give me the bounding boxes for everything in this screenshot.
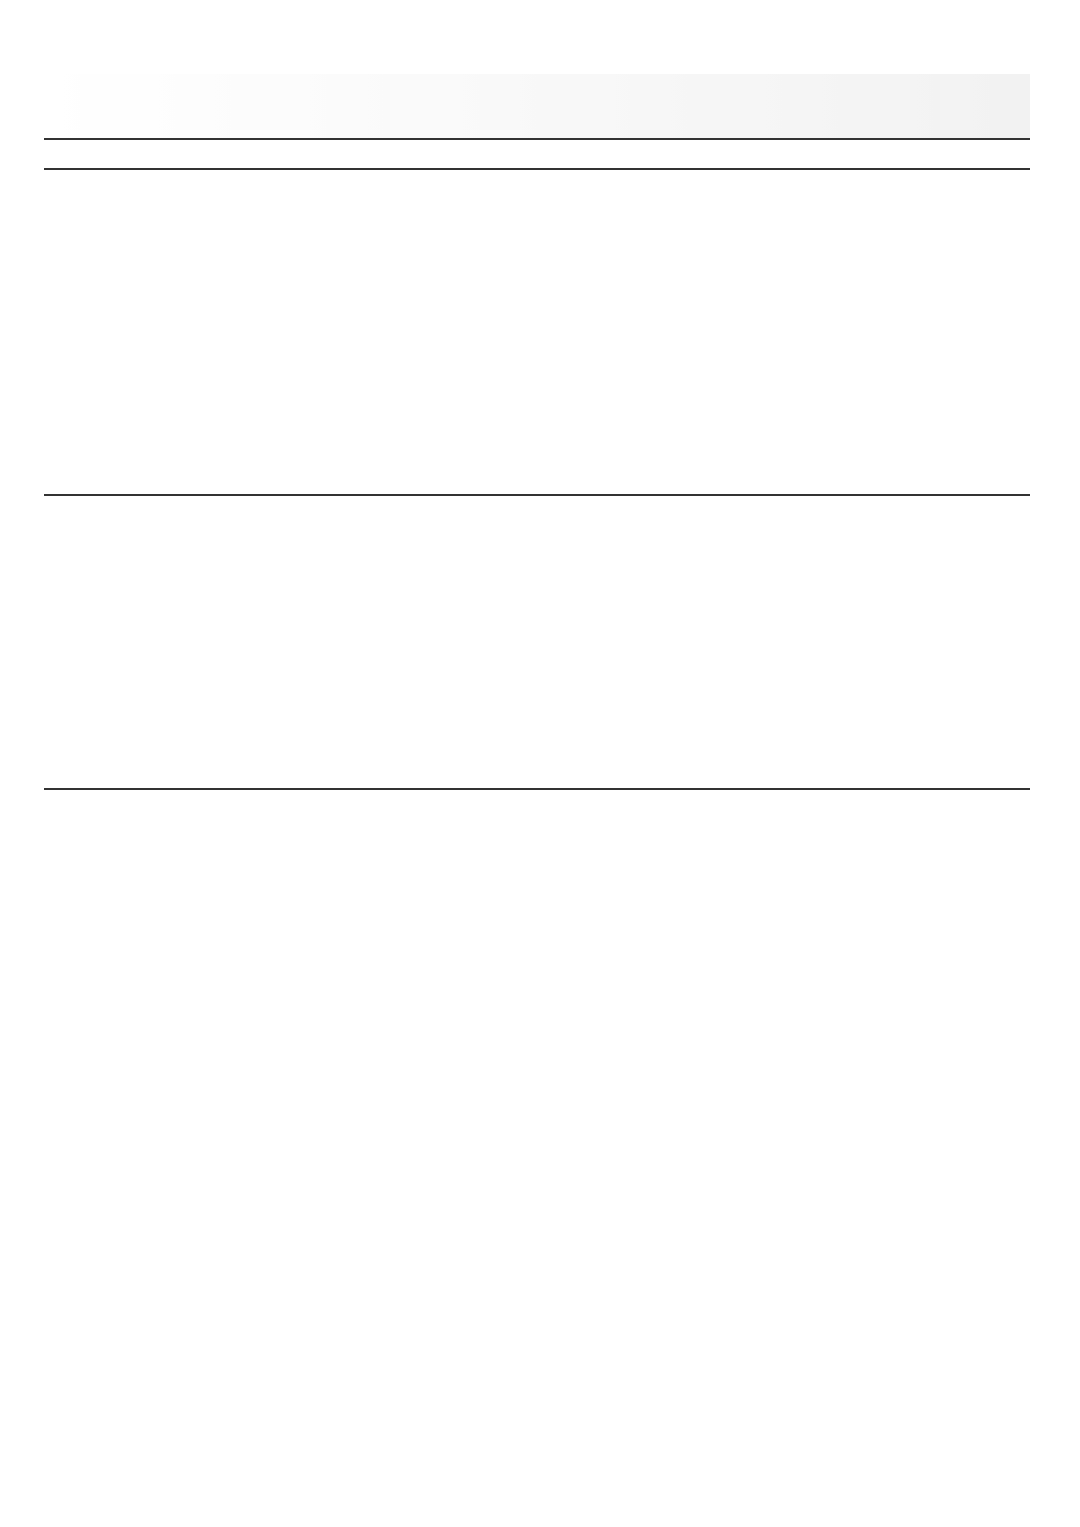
section-rule	[44, 168, 1030, 170]
section-rule	[44, 788, 1030, 790]
header-rule	[44, 138, 1030, 140]
section-rule	[44, 494, 1030, 496]
header-english	[762, 83, 846, 100]
table-header	[44, 74, 1030, 138]
